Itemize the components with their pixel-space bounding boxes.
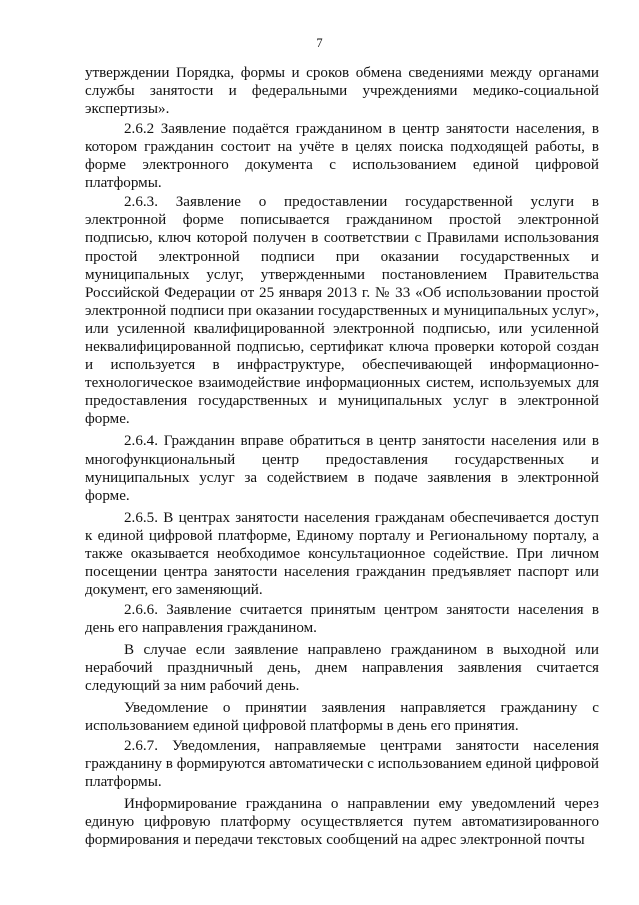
page-number: 7	[316, 36, 323, 50]
paragraph-2-6-5: 2.6.5. В центрах занятости населения гражданам обеспечивается доступ к единой цифровой платформе, Единому порталу и Региональному порталу, а также оказывается необходимое консультационное содействие. При личном посещении центра занятости населения гражданин предъявляет паспорт или документ, его заменяющий.	[85, 509, 599, 599]
paragraph-2-6-2: 2.6.2 Заявление подаётся гражданином в центр занятости населения, в котором гражданин состоит на учёте в целях поиска подходящей работы, в форме электронного документа с использованием единой цифровой платформы.	[85, 120, 599, 191]
paragraph-2-6-7: 2.6.7. Уведомления, направляемые центрами занятости населения гражданину в формируются автоматически с использованием единой цифровой платформы.	[85, 737, 599, 790]
document-body	[85, 64, 599, 850]
paragraph-2-6-4: 2.6.4. Гражданин вправе обратиться в центр занятости населения или в многофункциональный центр предоставления государственных и муниципальных услуг за содействием в подаче заявления в электронной форме.	[85, 433, 599, 504]
paragraph-acceptance-notice: Уведомление о принятии заявления направляется гражданину с использованием единой цифровой платформы в день его принятия.	[85, 700, 599, 735]
paragraph-holiday-rule: В случае если заявление направлено гражданином в выходной или нерабочий праздничный день, днем направления заявления считается следующий за ним рабочий день.	[85, 641, 599, 694]
paragraph-2-6-6: 2.6.6. Заявление считается принятым центром занятости населения в день его направления гражданином.	[85, 601, 599, 636]
paragraph-informing: Информирование гражданина о направлении ему уведомлений через единую цифровую платформу осуществляется путем автоматизированного формирования и передачи текстовых сообщений на адрес электронной почты	[85, 795, 599, 849]
paragraph-continuation: утверждении Порядка, формы и сроков обмена сведениями между органами службы занятости и федеральными учреждениями медико-социальной экспертизы».	[85, 65, 599, 118]
paragraph-2-6-3: 2.6.3. Заявление о предоставлении государственной услуги в электронной форме пописывается гражданином простой электронной подписью, ключ которой получен в соответствии с Правилами использования простой электронной подписи при оказании государственных и муниципальных услуг, утвержденными постановлением Правительства Российской Федерации от 25 января 2013 г. № 33 «Об использовании простой электронной подписи при оказании государственных и муниципальных услуг», или усиленной квалифицированной электронной подписью, или усиленной неквалифицированной подписью, сертификат ключа проверки которой создан и используется в инфраструктуре, обеспечивающей информационно-технологическое взаимодействие информационных систем, используемых для предоставления государственных и муниципальных услуг в электронной форме.	[85, 194, 599, 428]
